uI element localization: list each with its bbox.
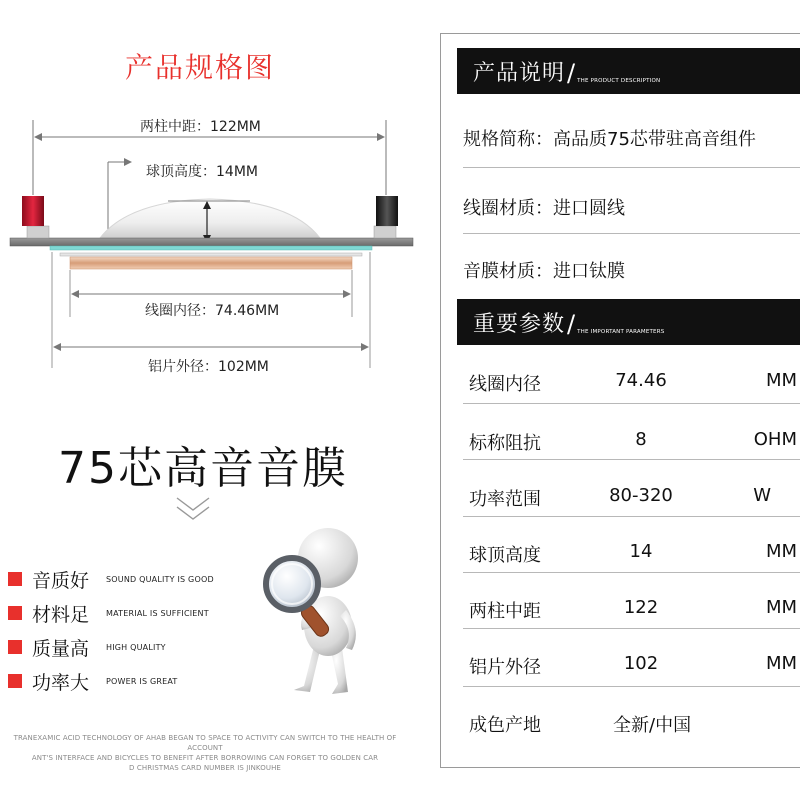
- parameter-row: [463, 485, 800, 515]
- parameter-unit: MM: [765, 541, 797, 562]
- parameter-value: 14: [629, 541, 653, 562]
- feature-label-en: POWER IS GREAT: [106, 676, 178, 686]
- feature-list: [8, 562, 248, 698]
- description-row-diaphragm-material: 音膜材质：进口钛膜: [463, 261, 625, 282]
- parameter-name: 两柱中距: [469, 601, 541, 622]
- feature-label-en: SOUND QUALITY IS GOOD: [106, 574, 214, 584]
- parameter-row: [463, 653, 800, 683]
- parameters-header-cn: 重要参数: [473, 312, 566, 337]
- product-info-panel: [440, 33, 800, 768]
- coil-top-ring: [60, 253, 362, 256]
- dome-height-label: 球顶高度：14MM: [146, 164, 258, 180]
- parameters-header-en: THE IMPORTANT PARAMETERS: [577, 329, 665, 335]
- description-header: [457, 48, 800, 94]
- feature-item: [8, 630, 248, 664]
- row-divider: [463, 167, 800, 168]
- double-chevron-down-icon: [175, 496, 211, 522]
- parameter-value: 80-320: [609, 485, 673, 506]
- description-row-spec: 规格简称：高品质75芯带驻高音组件: [463, 129, 756, 150]
- parameter-row: [463, 597, 800, 627]
- mounting-plate: [10, 238, 413, 246]
- parameter-row: [463, 711, 800, 741]
- dome: [100, 199, 320, 238]
- description-header-en: THE PRODUCT DESCRIPTION: [577, 78, 661, 84]
- diaphragm-ring: [50, 246, 372, 250]
- feature-item: [8, 562, 248, 596]
- parameter-unit: MM: [765, 370, 797, 391]
- parameter-row: [463, 370, 800, 400]
- product-name: 75芯高音音膜: [58, 443, 348, 494]
- plate-outer-diameter-label: 铝片外径：102MM: [148, 359, 269, 375]
- footer-english-text: [10, 733, 400, 773]
- feature-label-en: HIGH QUALITY: [106, 642, 166, 652]
- feature-item: [8, 664, 248, 698]
- parameter-name: 球顶高度: [469, 545, 541, 566]
- feature-label-cn: 功率大: [32, 671, 90, 694]
- header-slash: /: [567, 59, 576, 87]
- red-square-bullet-icon: [8, 674, 22, 688]
- parameter-unit: W: [753, 485, 771, 506]
- parameter-unit: OHM: [753, 429, 797, 450]
- black-terminal-post: [374, 196, 398, 238]
- parameter-value: 全新/中国: [613, 715, 692, 736]
- parameters-header: [457, 299, 800, 345]
- spec-diagram-title: 产品规格图: [124, 51, 275, 84]
- tweeter-spec-diagram: [0, 0, 440, 400]
- parameter-name: 铝片外径: [469, 657, 541, 678]
- feature-label-cn: 音质好: [32, 569, 90, 592]
- row-divider: [463, 686, 800, 687]
- footer-line: TRANEXAMIC ACID TECHNOLOGY OF AHAB BEGAN TO SPACE TO ACTIVITY CAN SWITCH TO THE HEALTH OF ACCOUNT: [13, 734, 397, 752]
- feature-label-cn: 质量高: [32, 637, 90, 660]
- plate-outer-diameter-dimension: [53, 343, 369, 351]
- post-distance-label: 两柱中距：122MM: [136, 116, 265, 136]
- parameter-value: 122: [623, 597, 659, 618]
- parameter-name: 功率范围: [469, 489, 541, 510]
- description-header-cn: 产品说明: [473, 61, 566, 86]
- red-square-bullet-icon: [8, 572, 22, 586]
- footer-line: D CHRISTMAS CARD NUMBER IS JINKOUHE: [129, 764, 281, 772]
- parameter-name: 成色产地: [469, 715, 541, 736]
- parameter-unit: MM: [765, 653, 797, 674]
- parameter-name: 线圈内径: [469, 374, 541, 395]
- coil-inner-diameter-dimension: [71, 290, 351, 298]
- feature-label-en: MATERIAL IS SUFFICIENT: [106, 608, 209, 618]
- parameter-name: 标称阻抗: [469, 433, 541, 454]
- red-square-bullet-icon: [8, 640, 22, 654]
- voice-coil: [70, 257, 352, 269]
- parameter-row: [463, 429, 800, 459]
- description-row-coil-material: 线圈材质：进口圆线: [463, 198, 625, 219]
- parameter-row: [463, 541, 800, 571]
- row-divider: [463, 233, 800, 234]
- feature-item: [8, 596, 248, 630]
- mascot-with-magnifier-icon: [258, 518, 378, 700]
- row-divider: [463, 572, 800, 573]
- red-square-bullet-icon: [8, 606, 22, 620]
- parameter-unit: MM: [765, 597, 797, 618]
- feature-label-cn: 材料足: [32, 603, 90, 626]
- parameter-value: 74.46: [615, 370, 667, 391]
- row-divider: [463, 403, 800, 404]
- row-divider: [463, 516, 800, 517]
- red-terminal-post: [22, 196, 49, 238]
- row-divider: [463, 628, 800, 629]
- parameter-value: 8: [635, 429, 647, 450]
- parameter-value: 102: [623, 653, 659, 674]
- coil-inner-diameter-label: 线圈内径：74.46MM: [141, 300, 283, 320]
- row-divider: [463, 459, 800, 460]
- footer-line: ANT'S INTERFACE AND BICYCLES TO BENEFIT AFTER BORROWING CAN FORGET TO GOLDEN CAR: [31, 754, 379, 762]
- header-slash: /: [567, 310, 576, 338]
